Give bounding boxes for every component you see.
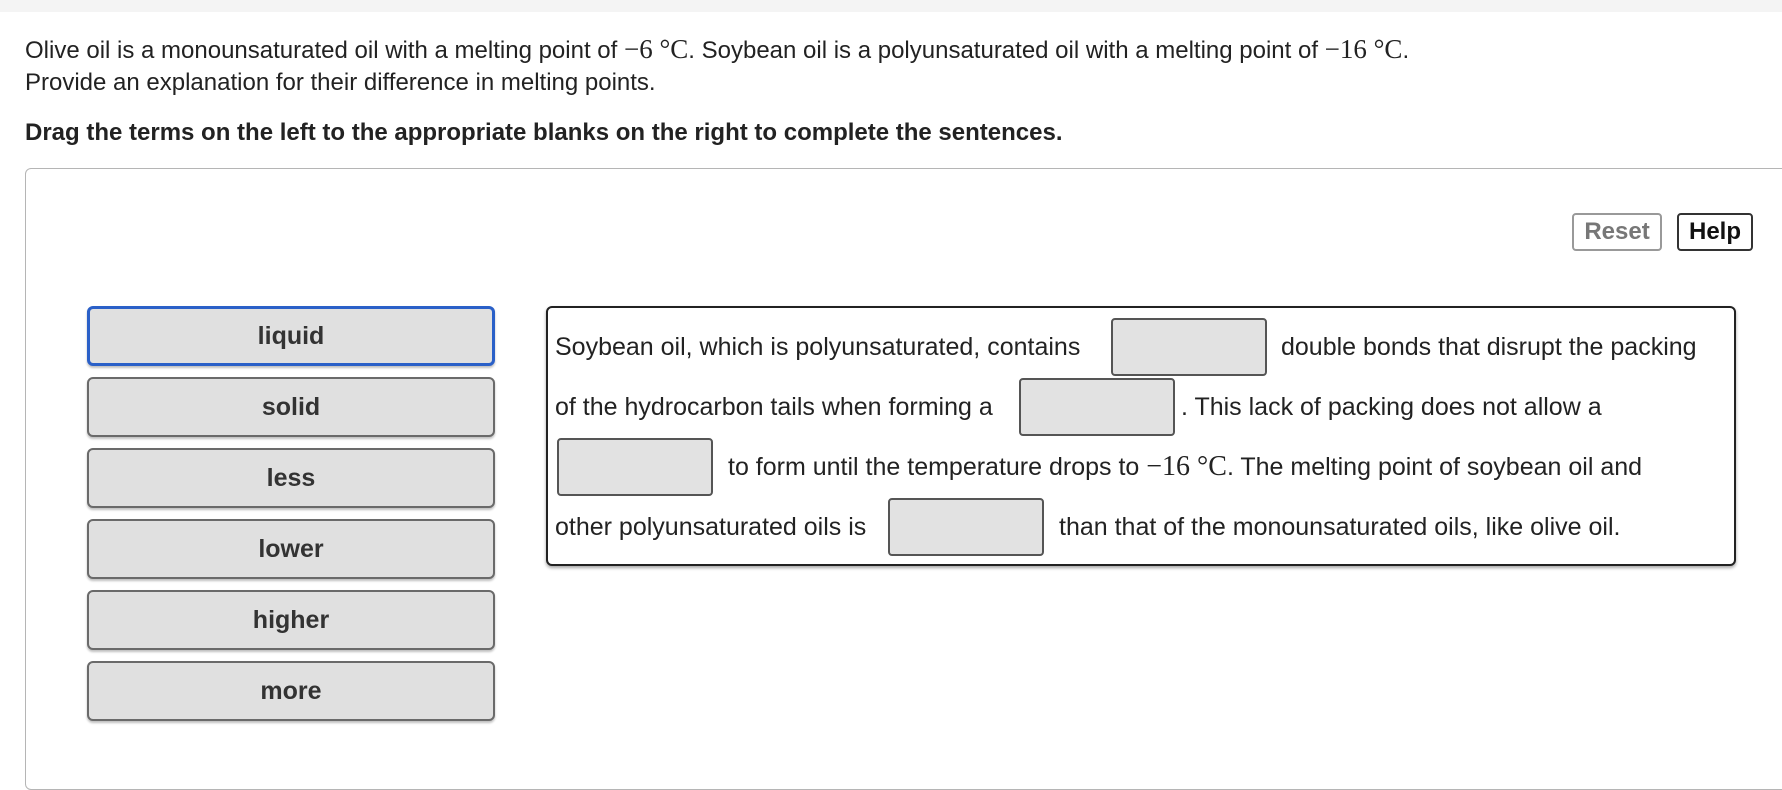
question-text-part: Olive oil is a monounsaturated oil with a melting point of [25, 37, 624, 64]
question-line-1 [25, 33, 1725, 67]
temperature-value: −16 °C [1146, 451, 1227, 482]
sentence-text-part: to form until the temperature drops to [728, 453, 1147, 481]
question-text-part: . [1402, 37, 1410, 64]
term-solid[interactable]: solid [87, 377, 495, 437]
drop-blank-4[interactable] [888, 498, 1044, 556]
sentence-segment: Soybean oil, which is polyunsaturated, contains [555, 333, 1081, 361]
term-lower[interactable]: lower [87, 519, 495, 579]
top-bar [0, 0, 1782, 12]
sentence-segment: . This lack of packing does not allow a [1181, 393, 1602, 421]
drop-blank-2[interactable] [1019, 378, 1175, 436]
olive-oil-melting-point: −6 °C [623, 34, 689, 64]
question-text-part: . Soybean oil is a polyunsaturated oil with a melting point of [688, 37, 1325, 64]
term-higher[interactable]: higher [87, 590, 495, 650]
instruction-text: Drag the terms on the left to the appropriate blanks on the right to complete the sentences. [25, 119, 1063, 146]
question-text [25, 33, 1725, 99]
sentence-segment: than that of the monounsaturated oils, like olive oil. [1059, 513, 1621, 541]
drop-blank-3[interactable] [557, 438, 713, 496]
term-more[interactable]: more [87, 661, 495, 721]
term-liquid[interactable]: liquid [87, 306, 495, 366]
term-less[interactable]: less [87, 448, 495, 508]
drop-blank-1[interactable] [1111, 318, 1267, 376]
reset-button[interactable]: Reset [1572, 213, 1662, 251]
sentence-text-part: . The melting point of soybean oil and [1226, 453, 1643, 481]
help-button[interactable]: Help [1677, 213, 1753, 251]
sentence-segment: of the hydrocarbon tails when forming a [555, 393, 993, 421]
sentence-segment: other polyunsaturated oils is [555, 513, 867, 541]
question-line-2: Provide an explanation for their difference in melting points. [25, 69, 656, 96]
soybean-oil-melting-point: −16 °C [1324, 34, 1403, 64]
sentence-segment [728, 452, 1642, 482]
sentence-segment: double bonds that disrupt the packing [1281, 333, 1697, 361]
